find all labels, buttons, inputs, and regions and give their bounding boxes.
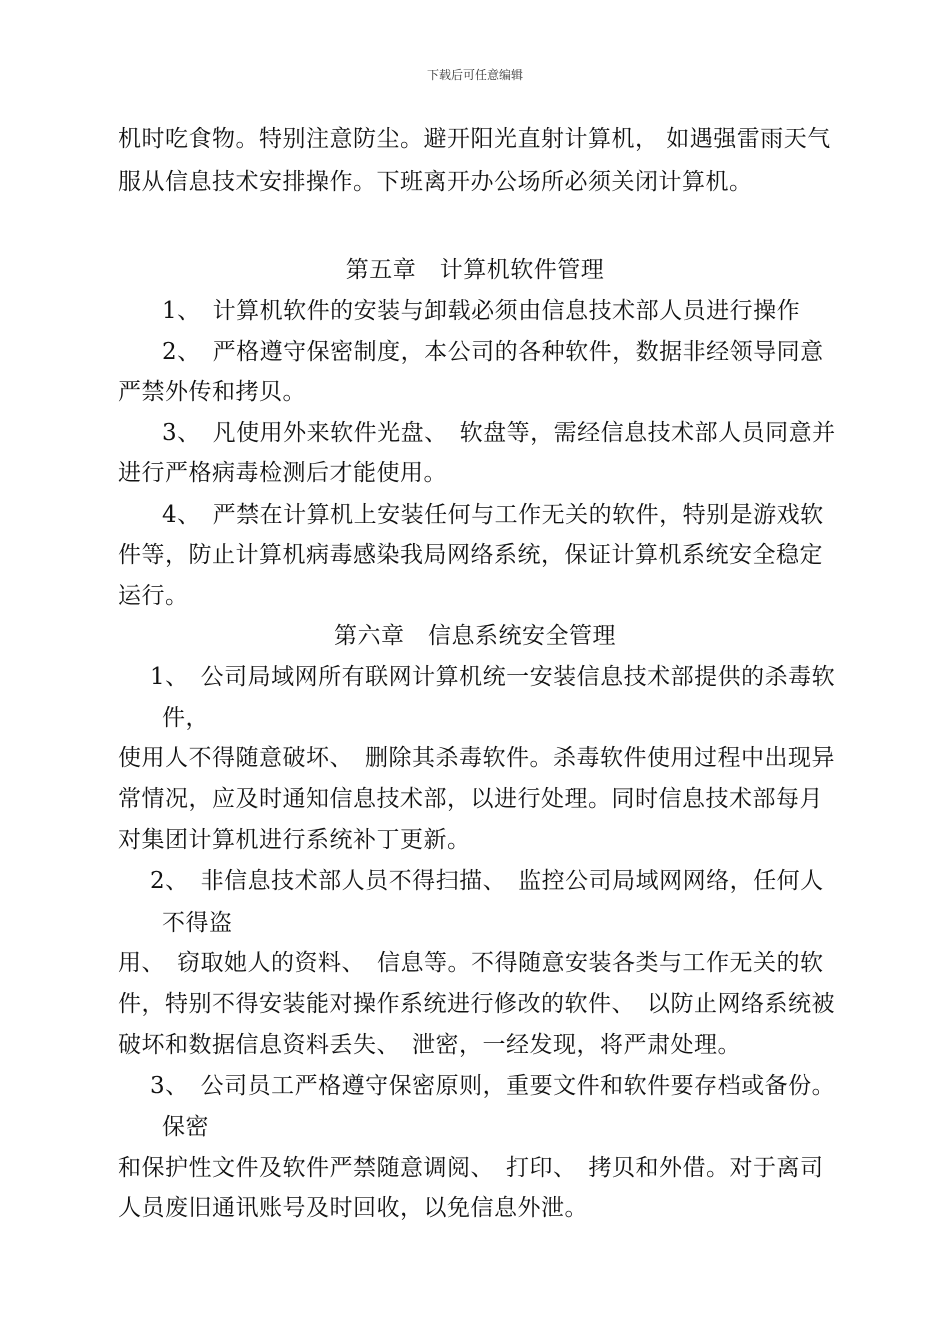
paragraph-line: 服从信息技术安排操作。下班离开办公场所必须关闭计算机。: [118, 169, 753, 195]
paragraph-line: 使用人不得随意破坏、 删除其杀毒软件。杀毒软件使用过程中出现异: [118, 745, 835, 771]
list-item-3: 3、 凡使用外来软件光盘、 软盘等，需经信息技术部人员同意并: [162, 420, 836, 446]
list-item-2: 2、 非信息技术部人员不得扫描、 监控公司局域网网络，任何人: [150, 868, 824, 894]
page-header: 下载后可任意编辑: [426, 68, 523, 82]
paragraph-line: 用、 窃取她人的资料、 信息等。不得随意安装各类与工作无关的软: [118, 950, 824, 976]
list-item-4: 4、 严禁在计算机上安装任何与工作无关的软件，特别是游戏软: [162, 502, 824, 528]
paragraph-line: 破坏和数据信息资料丢失、 泄密，一经发现，将严肃处理。: [118, 1032, 741, 1058]
paragraph-line: 和保护性文件及软件严禁随意调阅、 打印、 拷贝和外借。对于离司: [118, 1155, 824, 1181]
chapter-6-title: 第六章 信息系统安全管理: [334, 623, 616, 649]
list-item-1: 1、 计算机软件的安装与卸载必须由信息技术部人员进行操作: [162, 298, 801, 324]
paragraph-line: 不得盗: [162, 910, 233, 936]
paragraph-line: 机时吃食物。特别注意防尘。避开阳光直射计算机， 如遇强雷雨天气: [118, 126, 831, 152]
paragraph-line: 严禁外传和拷贝。: [118, 379, 306, 405]
list-item-3: 3、 公司员工严格遵守保密原则，重要文件和软件要存档或备份。: [150, 1073, 836, 1099]
paragraph-line: 进行严格病毒检测后才能使用。: [118, 460, 447, 486]
paragraph-line: 件等，防止计算机病毒感染我局网络系统，保证计算机系统安全稳定: [118, 542, 823, 568]
paragraph-line: 件，特别不得安装能对操作系统进行修改的软件、 以防止网络系统被: [118, 991, 835, 1017]
paragraph-line: 件，: [162, 705, 209, 731]
paragraph-line: 对集团计算机进行系统补丁更新。: [118, 827, 471, 853]
paragraph-line: 常情况，应及时通知信息技术部，以进行处理。同时信息技术部每月: [118, 786, 823, 812]
list-item-1: 1、 公司局域网所有联网计算机统一安装信息技术部提供的杀毒软: [150, 664, 836, 690]
list-item-2: 2、 严格遵守保密制度，本公司的各种软件，数据非经领导同意: [162, 339, 824, 365]
paragraph-line: 人员废旧通讯账号及时回收，以免信息外泄。: [118, 1195, 588, 1221]
chapter-5-title: 第五章 计算机软件管理: [345, 257, 605, 283]
paragraph-line: 保密: [162, 1114, 209, 1140]
paragraph-line: 运行。: [118, 583, 189, 609]
